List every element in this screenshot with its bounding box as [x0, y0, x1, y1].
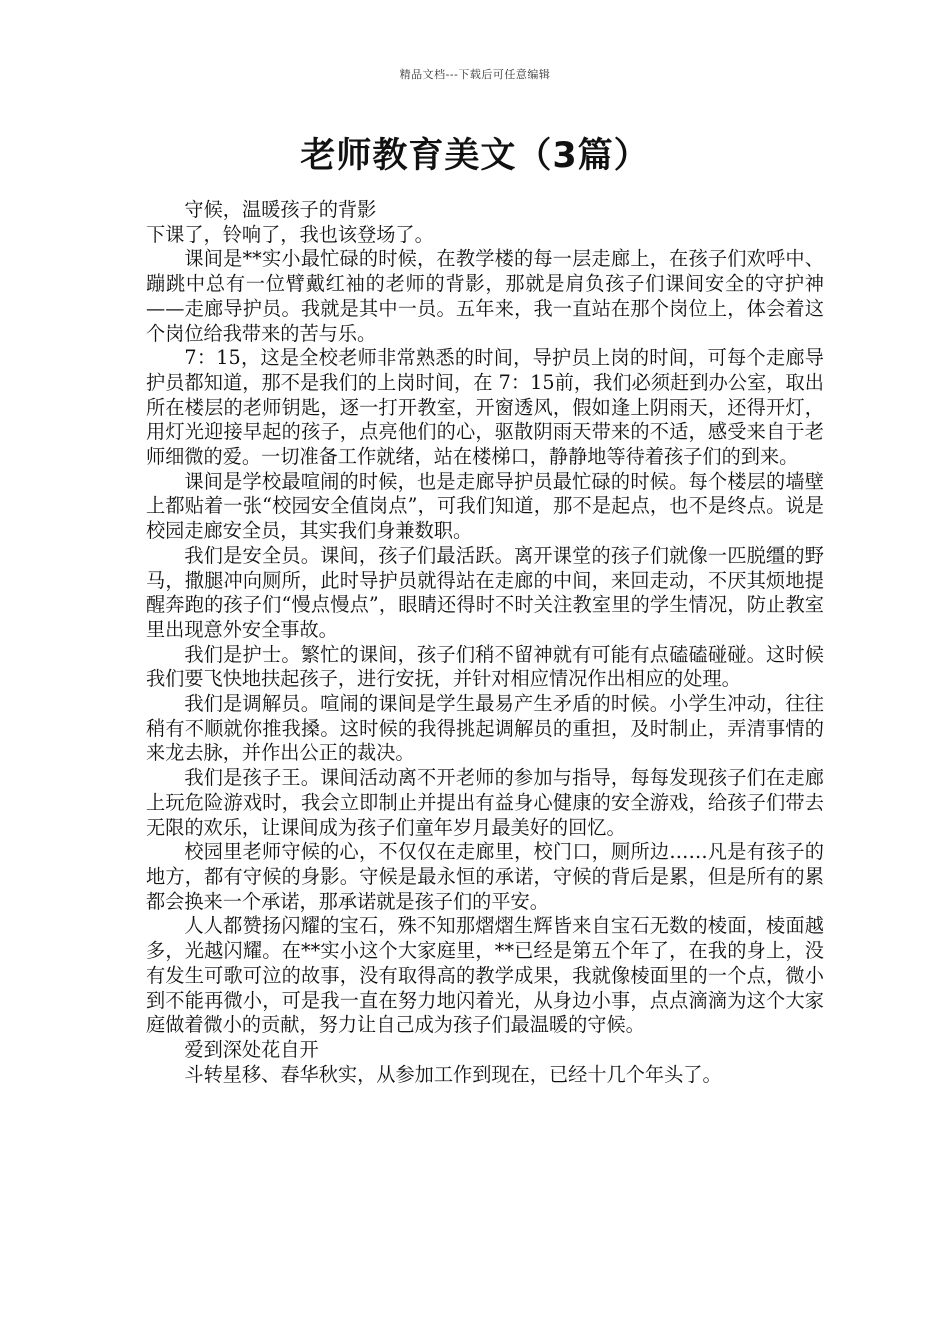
paragraph: 我们是安全员。课间，孩子们最活跃。离开课堂的孩子们就像一匹脱缰的野马，撒腿冲向厕所，此时导护员就得站在走廊的中间，来回走动，不厌其烦地提醒奔跑的孩子们“慢点慢点”，眼睛还得时不时关注教室里的学生情况，防止教室里出现意外安全事故。 [146, 543, 824, 641]
paragraph: 人人都赞扬闪耀的宝石，殊不知那熠熠生辉皆来自宝石无数的棱面，棱面越多，光越闪耀。在**实小这个大家庭里，**已经是第五个年了，在我的身上，没有发生可歌可泣的故事，没有取得高的教学成果，我就像棱面里的一个点，微小到不能再微小，可是我一直在努力地闪着光，从身边小事，点点滴滴为这个大家庭做着微小的贡献，努力让自己成为孩子们最温暖的守候。 [146, 914, 824, 1037]
paragraph: 课间是**实小最忙碌的时候，在教学楼的每一层走廊上，在孩子们欢呼中、蹦跳中总有一位臂戴红袖的老师的背影，那就是肩负孩子们课间安全的守护神——走廊导护员。我就是其中一员。五年来，我一直站在那个岗位上，体会着这个岗位给我带来的苦与乐。 [146, 247, 824, 345]
paragraph: 7：15，这是全校老师非常熟悉的时间，导护员上岗的时间，可每个走廊导护员都知道，那不是我们的上岗时间，在 7：15前，我们必须赶到办公室，取出所在楼层的老师钥匙，逐一打开教室，开窗透风，假如逢上阴雨天，还得开灯，用灯光迎接早起的孩子，点亮他们的心，驱散阴雨天带来的不适，感受来自于老师细微的爱。一切准备工作就绪，站在楼梯口，静静地等待着孩子们的到来。 [146, 346, 824, 469]
paragraph: 课间是学校最喧闹的时候，也是走廊导护员最忙碌的时候。每个楼层的墙壁上都贴着一张“校园安全值岗点”，可我们知道，那不是起点，也不是终点。说是校园走廊安全员，其实我们身兼数职。 [146, 469, 824, 543]
section-heading-1: 守候，温暖孩子的背影 [184, 198, 377, 221]
paragraph: 下课了，铃响了，我也该登场了。 [146, 222, 434, 246]
paragraph: 我们是调解员。喧闹的课间是学生最易产生矛盾的时候。小学生冲动，往往稍有不顺就你推我搡。这时候的我得挑起调解员的重担，及时制止，弄清事情的来龙去脉，并作出公正的裁决。 [146, 692, 824, 765]
document-body [146, 198, 824, 1087]
paragraph: 我们是孩子王。课间活动离不开老师的参加与指导，每每发现孩子们在走廊上玩危险游戏时，我会立即制止并提出有益身心健康的安全游戏，给孩子们带去无限的欢乐，让课间成为孩子们童年岁月最美好的回忆。 [146, 766, 824, 839]
document-title: 老师教育美文（3篇） [300, 136, 650, 176]
section-heading-2: 爱到深处花自开 [184, 1037, 319, 1061]
paragraph: 斗转星移、春华秋实，从参加工作到现在，已经十几个年头了。 [184, 1062, 722, 1086]
page-header-note: 精品文档---下载后可任意编辑 [399, 68, 551, 81]
paragraph: 我们是护士。繁忙的课间，孩子们稍不留神就有可能有点磕磕碰碰。这时候我们要飞快地扶起孩子，进行安抚，并针对相应情况作出相应的处理。 [146, 642, 824, 691]
paragraph: 校园里老师守候的心，不仅仅在走廊里，校门口，厕所边……凡是有孩子的地方，都有守候的身影。守候是最永恒的承诺，守候的背后是累，但是所有的累都会换来一个承诺，那承诺就是孩子们的平安。 [146, 840, 824, 913]
